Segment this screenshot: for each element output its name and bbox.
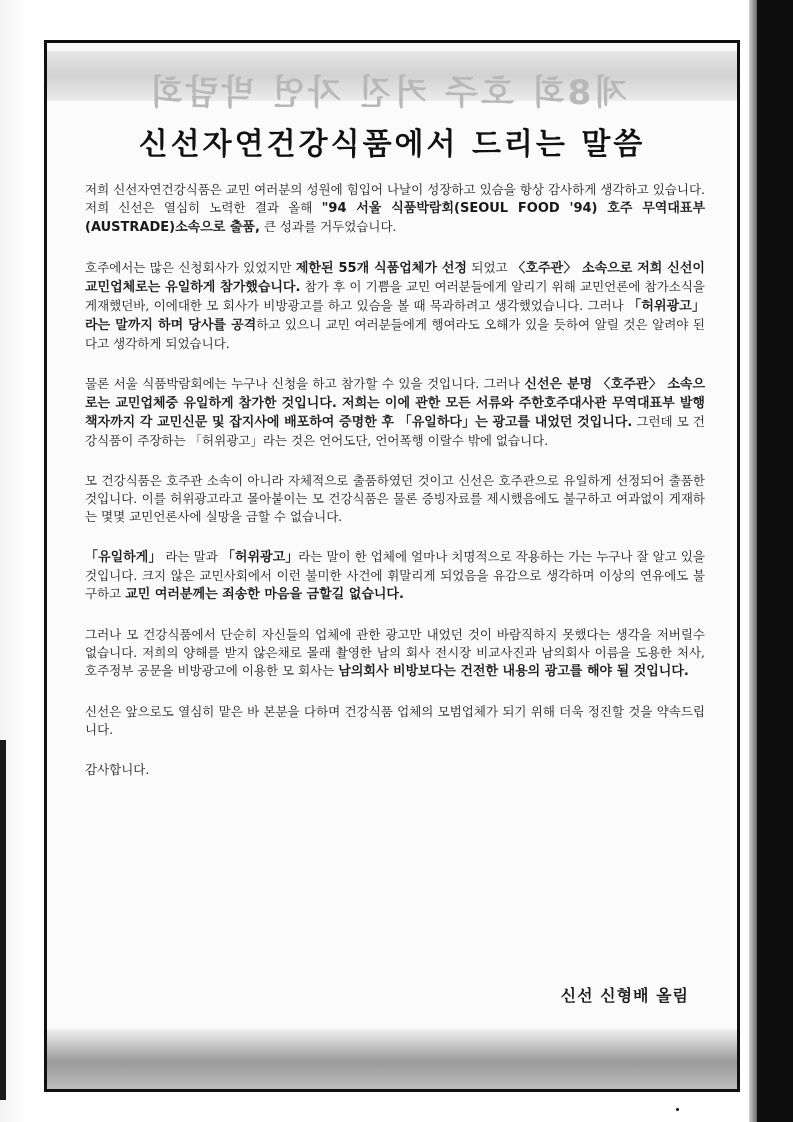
scan-left-mark bbox=[0, 740, 6, 1100]
paragraph-8 bbox=[85, 761, 705, 779]
body-text: 하고 있으니 교민 여러분들에게 행여라도 오해가 있을 듯하여 알릴 것은 알려야 된다고 생각하게 되었습니다. bbox=[85, 317, 705, 351]
bleed-through-header: 제8회 호주 커진 자연 박람회 bbox=[146, 73, 628, 113]
paragraph-4 bbox=[85, 472, 705, 526]
emphasis-text: 교민 여러분께는 죄송한 마음을 금할길 없습니다. bbox=[125, 587, 404, 602]
body-text: 라는 말과 bbox=[161, 549, 222, 564]
emphasis-text: 남의회사 비방보다는 건전한 내용의 광고를 해야 될 것입니다. bbox=[338, 664, 689, 679]
body-text: 호주에서는 많은 신청회사가 있었지만 bbox=[85, 260, 296, 275]
body-text: 라는 말이 한 업체에 얼마나 치명적으로 작용하는 가는 누구나 잘 알고 있을것입니다. 크지 않은 교민사회에서 이런 불미한 사건에 휘말리게 되었음을 유감으로 생각하며 이상의 연유에도 불구하고 bbox=[85, 549, 705, 601]
paragraph-6 bbox=[85, 626, 705, 681]
bottom-shadow-band bbox=[47, 1029, 737, 1089]
scan-speck bbox=[676, 1108, 679, 1111]
signature: 신선 신형배 올림 bbox=[560, 986, 689, 1005]
emphasis-text: 〈호주관〉 소속으로 저희 신선이 교민업체로는 유일하게 참가했습니다. bbox=[85, 261, 705, 295]
body-text: 그러나 모 건강식품에서 단순히 자신들의 업체에 관한 광고만 내었던 것이 바람직하지 못했다는 생각을 저버릴수 없습니다. 저희의 양해를 받지 않은채로 몰래 촬영한 남의 회사 전시장 비교사진과 남의회사 이름을 도용한 처사, 호주정부 공문을 비방광고에 이용한 모 회사는 bbox=[85, 627, 705, 678]
bleed-through-band bbox=[47, 51, 737, 113]
emphasis-text: "94 서울 식품박람회(SEOUL FOOD '94) 호주 무역대표부(AUSTRADE)소속으로 출품, bbox=[85, 201, 705, 235]
body-text: 그런데 모 건강식품이 주장하는 「허위광고」라는 것은 언어도단, 언어폭행 이랄수 밖에 없습니다. bbox=[85, 414, 706, 448]
notice-frame bbox=[44, 40, 740, 1092]
body-text: 참가 후 이 기쁨을 교민 여러분들에게 알리기 위해 교민언론에 참가소식을 게재했던바, 이에대한 모 회사가 비방광고를 하고 있슴을 볼 때 묵과하려고 생각했었습니다. 그러나 bbox=[85, 279, 705, 313]
body-text: 감사합니다. bbox=[85, 762, 150, 777]
notice-body bbox=[85, 181, 705, 801]
body-text: 모 건강식품은 호주관 소속이 아니라 자체적으로 출품하였던 것이고 신선은 호주관으로 유일하게 선정되어 출품한 것입니다. 이를 허위광고라고 몰아붙이는 모 건강식품은 물론 증빙자료를 제시했음에도 불구하고 여과없이 게재하는 몇몇 교민언론사에 실망을 금할 수 없습니다. bbox=[85, 473, 705, 524]
emphasis-text: 「유일하게」 bbox=[85, 550, 162, 565]
emphasis-text: 「허위광고」라는 말까지 하며 당사를 공격 bbox=[85, 299, 705, 333]
scan-right-edge bbox=[757, 0, 793, 1122]
notice-title: 신선자연건강식품에서 드리는 말씀 bbox=[138, 127, 646, 162]
paragraph-7 bbox=[85, 703, 705, 739]
paragraph-3 bbox=[85, 375, 705, 450]
body-text: 되었고 bbox=[467, 260, 513, 275]
body-text: 물론 서울 식품박람회에는 누구나 신청을 하고 참가할 수 있을 것입니다. 그러나 bbox=[85, 376, 525, 391]
body-text: 큰 성과를 거두었습니다. bbox=[259, 219, 397, 234]
paragraph-1 bbox=[85, 181, 705, 237]
emphasis-text: 「허위광고」 bbox=[221, 550, 299, 565]
paragraph-5 bbox=[85, 548, 705, 604]
scan-right-shadow bbox=[749, 0, 757, 1122]
emphasis-text: 신선은 분명 〈호주관〉 소속으로는 교민업체중 유일하게 참가한 것입니다. 저희는 이에 관한 모든 서류와 주한호주대사관 무역대표부 발행책자까지 각 교민신문 및 잡지사에 배포하여 증명한 후 「유일하다」는 광고를 내었던 것입니다. bbox=[85, 377, 705, 430]
paragraph-2 bbox=[85, 259, 705, 353]
body-text: 신선은 앞으로도 열심히 맡은 바 본분을 다하며 건강식품 업체의 모범업체가 되기 위해 더욱 정진할 것을 약속드립니다. bbox=[85, 704, 705, 737]
emphasis-text: 제한된 55개 식품업체가 선정 bbox=[295, 261, 467, 276]
body-text: 저희 신선자연건강식품은 교민 여러분의 성원에 힘입어 나날이 성장하고 있슴을 항상 감사하게 생각하고 있습니다. 저희 신선은 열심히 노력한 결과 올해 bbox=[85, 182, 705, 215]
